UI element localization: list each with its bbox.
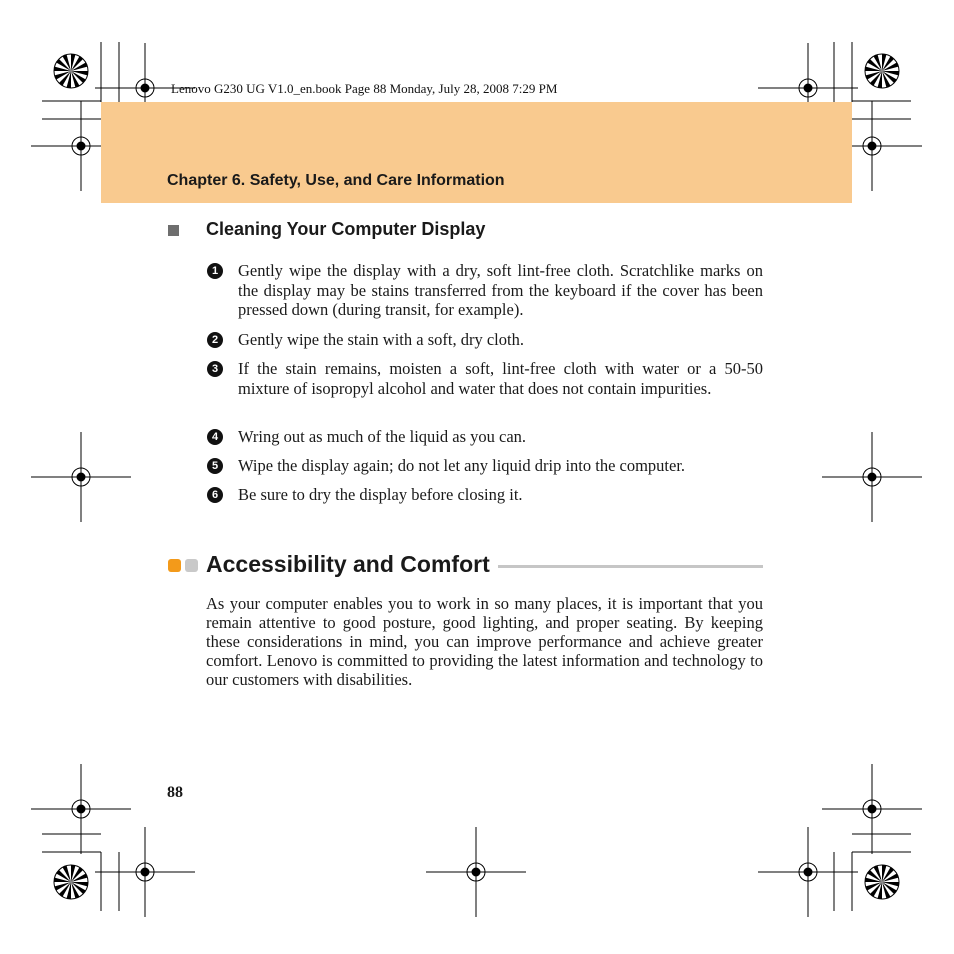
step-number-icon: 5 [207, 458, 223, 474]
registration-cross-icon [822, 764, 922, 854]
step-item [207, 485, 763, 505]
registration-star-icon [54, 54, 88, 88]
section-title: Cleaning Your Computer Display [206, 219, 486, 239]
step-item [207, 456, 763, 476]
step-number-icon: 3 [207, 361, 223, 377]
heading-block [168, 551, 763, 581]
registration-star-icon [54, 865, 88, 899]
heading-title: Accessibility and Comfort [206, 551, 490, 577]
step-number-icon: 2 [207, 332, 223, 348]
step-text: Be sure to dry the display before closing it. [238, 485, 523, 504]
step-text: Gently wipe the stain with a soft, dry cloth. [238, 330, 524, 349]
step-item [207, 359, 763, 398]
print-header: Lenovo G230 UG V1.0_en.book Page 88 Monday, July 28, 2008 7:29 PM [171, 81, 558, 96]
registration-star-icon [865, 54, 899, 88]
step-item [207, 330, 763, 350]
registration-cross-icon [426, 827, 526, 917]
heading-grey-dot-icon [185, 559, 198, 572]
chapter-title: Chapter 6. Safety, Use, and Care Information [167, 172, 505, 189]
step-number-icon: 6 [207, 487, 223, 503]
step-text: Wring out as much of the liquid as you can. [238, 427, 527, 446]
registration-cross-icon [758, 827, 858, 917]
registration-star-icon [865, 865, 899, 899]
section-bullet-icon [168, 225, 179, 236]
registration-cross-icon [31, 764, 131, 854]
step-text: If the stain remains, moisten a soft, lint-free cloth with water or a 50-50 mixture of isopropyl alcohol and water that does not contain impurities. [238, 359, 763, 398]
registration-cross-icon [95, 827, 195, 917]
page-number: 88 [167, 784, 183, 801]
step-item [207, 427, 763, 447]
step-text: Gently wipe the display with a dry, soft lint-free cloth. Scratchlike marks on the display may be stains transferred from the keyboard if the cover has been pressed down (during transit, for example). [238, 261, 763, 319]
registration-cross-icon [31, 432, 131, 522]
step-text: Wipe the display again; do not let any liquid drip into the computer. [238, 456, 686, 475]
heading-rule [498, 565, 763, 568]
registration-cross-icon [822, 432, 922, 522]
heading-orange-dot-icon [168, 559, 181, 572]
step-item [207, 261, 763, 320]
body-paragraph: As your computer enables you to work in so many places, it is important that you remain attentive to good posture, good lighting, and proper seating. By keeping these considerations in mind, you can improve performance and achieve greater comfort. Lenovo is committed to providing the latest information and technology to our customers with disabilities. [206, 594, 763, 689]
step-number-icon: 1 [207, 263, 223, 279]
step-number-icon: 4 [207, 429, 223, 445]
